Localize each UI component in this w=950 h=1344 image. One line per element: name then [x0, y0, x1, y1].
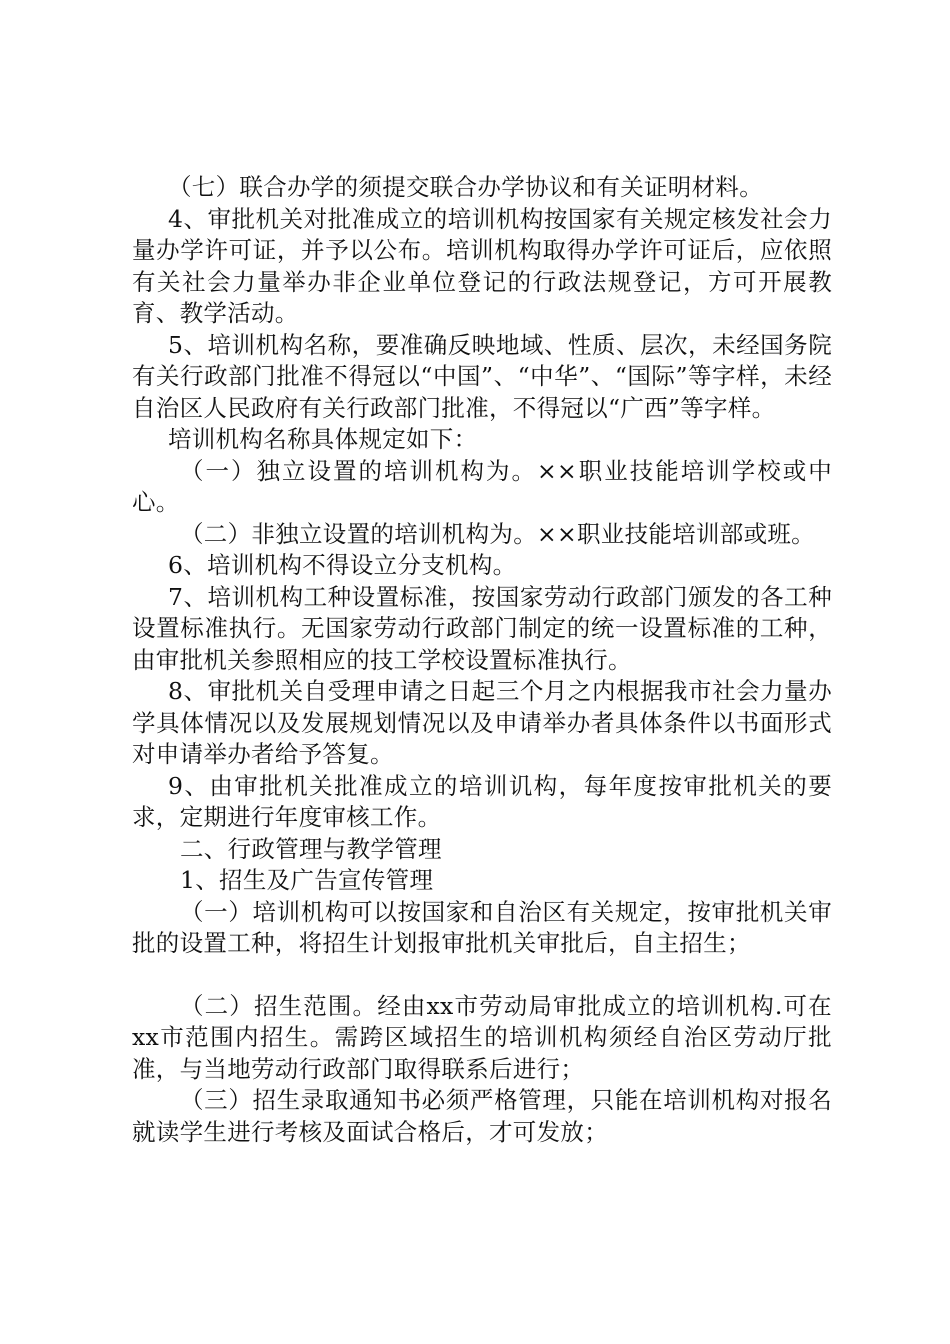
paragraph-enrollment-3: （三）招生录取通知书必须严格管理，只能在培训机构对报名就读学生进行考核及面试合格后，才可发放； — [132, 1086, 832, 1146]
paragraph-4-license: 4、审批机关对批准成立的培训机构按国家有关规定核发社会力量办学许可证，并予以公布。培训机构取得办学许可证后，应依照有关社会力量举办非企业单位登记的行政法规登记，方可开展教育、教学活动。 — [132, 204, 832, 327]
paragraph-6-branches: 6、培训机构不得设立分支机构。 — [168, 551, 517, 579]
paragraph-naming-dependent: （二）非独立设置的培训机构为。××职业技能培训部或班。 — [180, 519, 815, 548]
paragraph-naming-independent: （一）独立设置的培训机构为。××职业技能培训学校或中心。 — [132, 456, 832, 516]
paragraph-gap — [132, 960, 832, 991]
document-body — [132, 172, 832, 1148]
subsection-heading-enrollment: 1、招生及广告宣传管理 — [180, 866, 434, 894]
paragraph-7-standards: 7、培训机构工种设置标准，按国家劳动行政部门颁发的各工种设置标准执行。无国家劳动行政部门制定的统一设置标准的工种，由审批机关参照相应的技工学校设置标准执行。 — [132, 582, 832, 674]
paragraph-naming-rules: 培训机构名称具体规定如下： — [168, 425, 478, 453]
paragraph-8-reply: 8、审批机关自受理申请之日起三个月之内根据我市社会力量办学具体情况以及发展规划情况以及申请举办者具体条件以书面形式对申请举办者给予答复。 — [132, 677, 832, 768]
paragraph-enrollment-2: （二）招生范围。经由xx市劳动局审批成立的培训机构.可在xx市范围内招生。需跨区域招生的培训机构须经自治区劳动厅批准，与当地劳动行政部门取得联系后进行； — [132, 991, 832, 1083]
paragraph-enrollment-1: （一）培训机构可以按国家和自治区有关规定，按审批机关审批的设置工种，将招生计划报审批机关审批后，自主招生； — [132, 897, 832, 957]
paragraph-9-annual-review: 9、由审批机关批准成立的培训讥构，每年度按审批机关的要求，定期进行年度审核工作。 — [132, 771, 832, 831]
paragraph-7-joint-school: （七）联合办学的须提交联合办学协议和有关证明材料。 — [168, 173, 763, 201]
paragraph-5-naming: 5、培训机构名称，要准确反映地域、性质、层次，未经国务院有关行政部门批准不得冠以“中国”、“中华”、“国际”等字样，未经自治区人民政府有关行政部门批准，不得冠以“广西”等字样。 — [132, 330, 832, 422]
section-heading-administration: 二、行政管理与教学管理 — [180, 834, 442, 863]
